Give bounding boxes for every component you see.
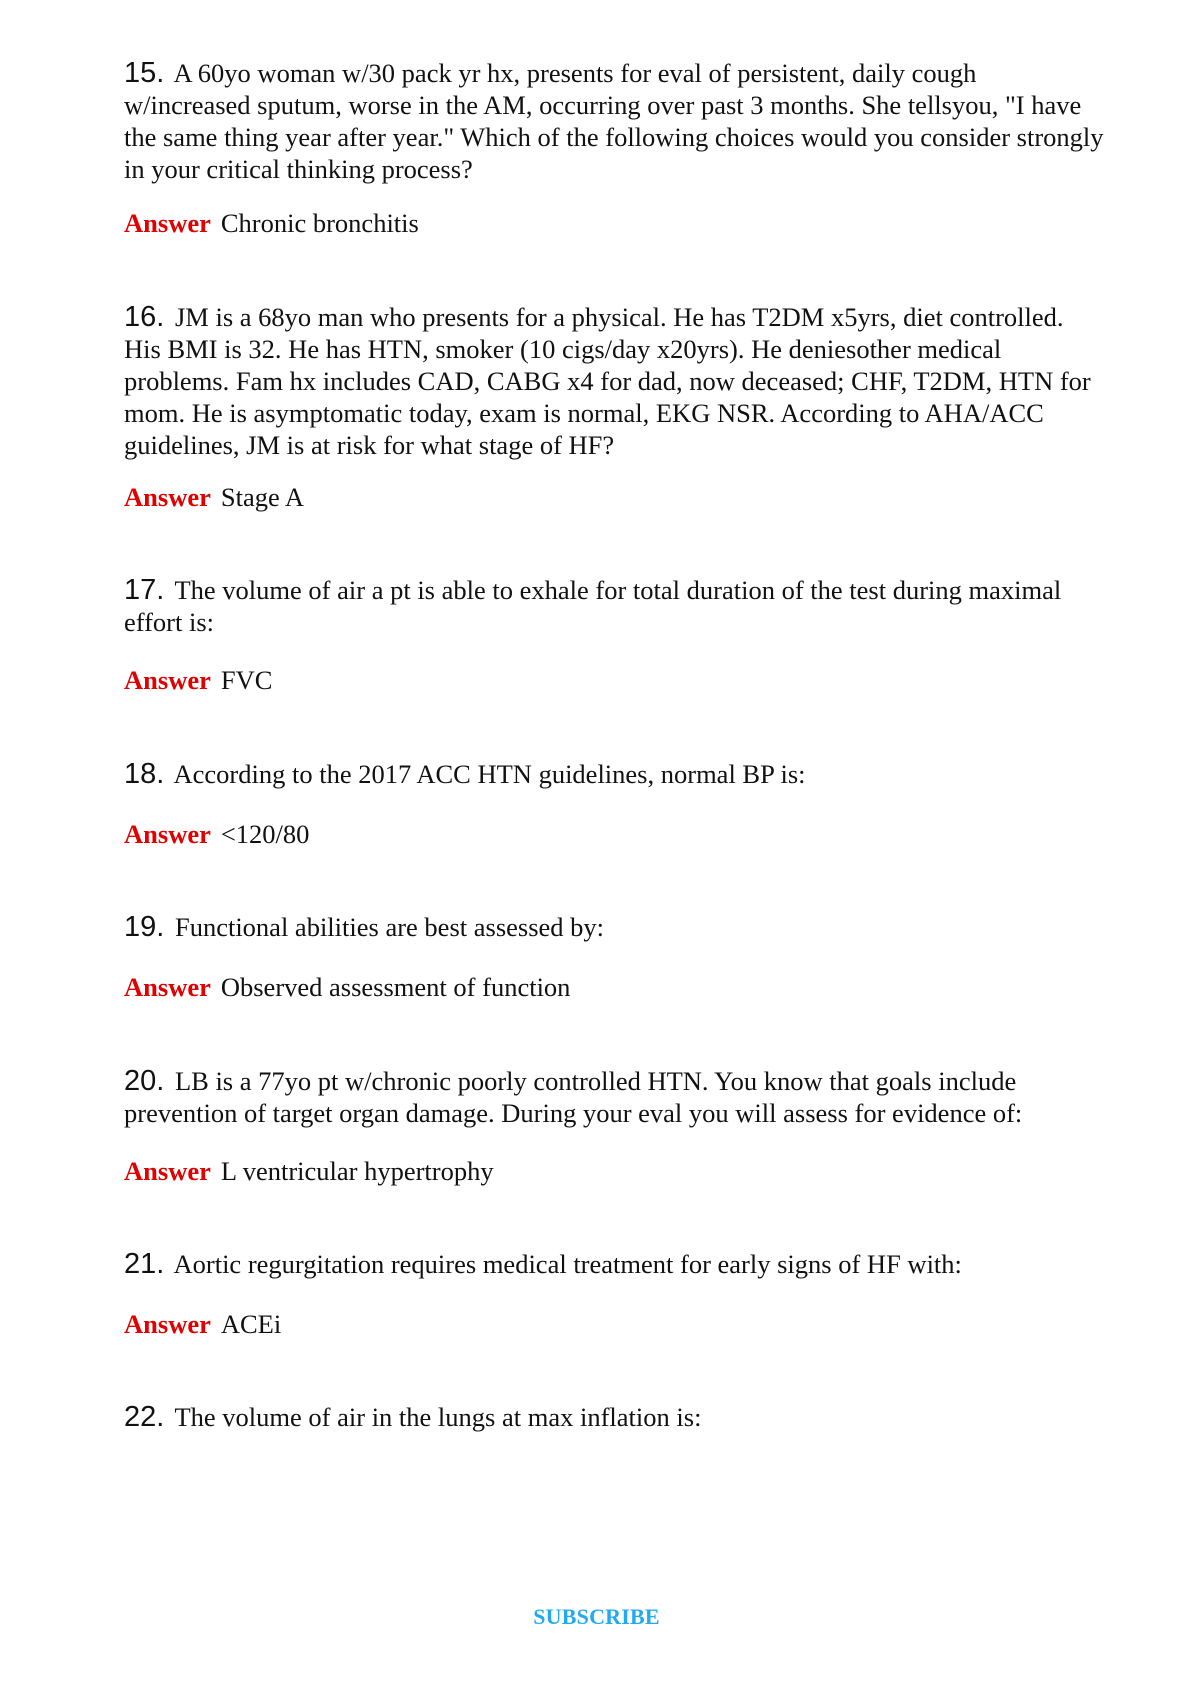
subscribe-link[interactable]: SUBSCRIBE	[533, 1604, 660, 1629]
answer-label: Answer	[124, 208, 211, 238]
answer-label: Answer	[124, 819, 211, 849]
answer-text: L ventricular hypertrophy	[220, 1156, 494, 1186]
answer-text: FVC	[220, 665, 273, 695]
answer-label: Answer	[124, 665, 211, 695]
answer-label: Answer	[124, 1156, 211, 1186]
question-number: 19.	[124, 911, 165, 943]
question-18	[124, 758, 1104, 790]
answer-17	[124, 664, 1104, 696]
question-text: A 60yo woman w/30 pack yr hx, presents for eval of persistent, daily cough w/increased sputum, worse in the AM, occurring over past 3 months. She tellsyou, "I have the same thing year after year." Which of the following choices would you consider strongly in your critical thinking process?	[124, 58, 1104, 184]
answer-text: ACEi	[220, 1309, 282, 1339]
answer-15	[124, 207, 1104, 239]
question-16	[124, 301, 1104, 461]
question-19	[124, 911, 1104, 943]
question-text: LB is a 77yo pt w/chronic poorly controlled HTN. You know that goals include prevention of target organ damage. During your eval you will assess for evidence of:	[124, 1066, 1023, 1128]
question-number: 21.	[124, 1248, 165, 1280]
question-number: 16.	[124, 301, 165, 333]
answer-label: Answer	[124, 1309, 211, 1339]
answer-21	[124, 1308, 1104, 1340]
question-17	[124, 574, 1104, 638]
question-20	[124, 1065, 1104, 1129]
question-number: 18.	[124, 758, 165, 790]
question-text: Functional abilities are best assessed by:	[174, 912, 605, 942]
question-number: 15.	[124, 57, 165, 89]
answer-16	[124, 481, 1104, 513]
answer-text: <120/80	[220, 819, 310, 849]
question-text: According to the 2017 ACC HTN guidelines, normal BP is:	[173, 759, 806, 789]
answer-label: Answer	[124, 972, 211, 1002]
answer-18	[124, 818, 1104, 850]
question-text: The volume of air a pt is able to exhale for total duration of the test during maximal effort is:	[124, 575, 1062, 637]
question-number: 17.	[124, 574, 165, 606]
answer-text: Chronic bronchitis	[220, 208, 419, 238]
answer-20	[124, 1155, 1104, 1187]
question-text: JM is a 68yo man who presents for a physical. He has T2DM x5yrs, diet controlled. His BMI is 32. He has HTN, smoker (10 cigs/day x20yrs). He deniesother medical problems. Fam hx includes CAD, CABG x4 for dad, now deceased; CHF, T2DM, HTN for mom. He is asymptomatic today, exam is normal, EKG NSR. According to AHA/ACC guidelines, JM is at risk for what stage of HF?	[124, 302, 1091, 460]
answer-text: Observed assessment of function	[220, 972, 571, 1002]
answer-label: Answer	[124, 482, 211, 512]
answer-text: Stage A	[220, 482, 305, 512]
question-text: Aortic regurgitation requires medical treatment for early signs of HF with:	[173, 1249, 962, 1279]
question-number: 22.	[124, 1401, 165, 1433]
question-15	[124, 57, 1104, 185]
question-text: The volume of air in the lungs at max inflation is:	[174, 1402, 702, 1432]
question-21	[124, 1248, 1104, 1280]
question-22	[124, 1401, 1104, 1433]
answer-19	[124, 971, 1104, 1003]
question-number: 20.	[124, 1065, 165, 1097]
